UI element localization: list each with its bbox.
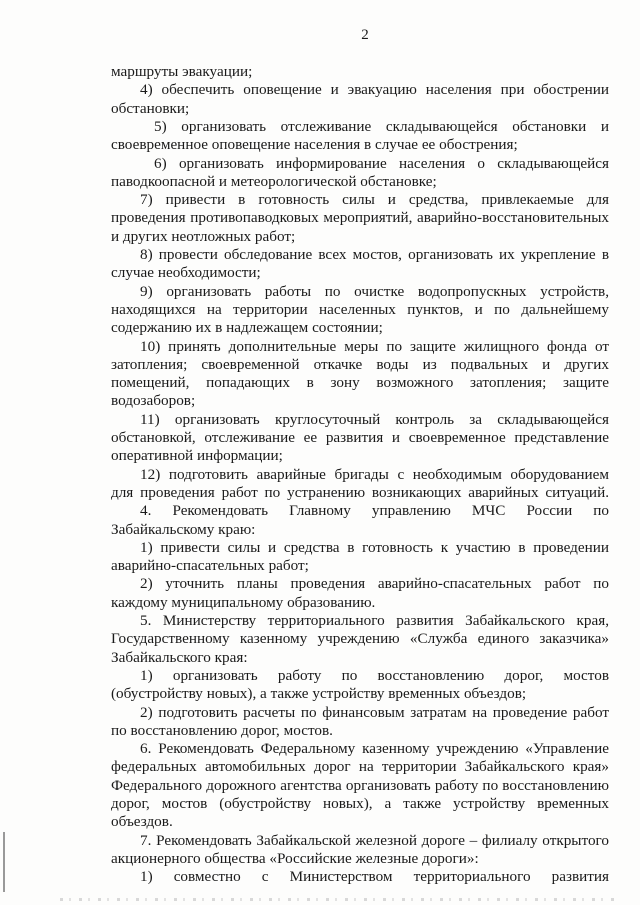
text-line: 1) совместно с Министерством территориального развития	[140, 868, 609, 886]
text-line: 2) подготовить расчеты по финансовым затратам на проведение работ	[140, 703, 609, 721]
text-line: Забайкальскому краю:	[111, 520, 256, 538]
scan-edge-mark	[3, 832, 5, 892]
text-line: содержанию их в надлежащем состоянии;	[111, 319, 383, 337]
text-line: проведения противопаводковых мероприятий, аварийно-восстановительных	[111, 209, 609, 227]
text-line: затопления; своевременной откачке воды из подвальных и других	[111, 355, 609, 373]
text-line: 6) организовать информирование населения о складывающейся	[154, 154, 609, 172]
text-line: 6. Рекомендовать Федеральному казенному учреждению «Управление	[140, 740, 609, 758]
text-line: находящихся на территории населенных пунктов, и по дальнейшему	[111, 300, 609, 318]
text-line: Федерального дорожного агентства организовать работу по восстановлению	[111, 776, 609, 794]
text-line: 4) обеспечить оповещение и эвакуацию населения при обострении	[140, 81, 609, 99]
text-line: 7) привести в готовность силы и средства, привлекаемые для	[140, 191, 609, 209]
text-line: объездов.	[111, 813, 173, 831]
text-line: по восстановлению дорог, мостов.	[111, 721, 333, 739]
text-line: оперативной информации;	[111, 447, 283, 465]
page-number: 2	[361, 27, 369, 43]
text-line: 11) организовать круглосуточный контроль за складывающейся	[140, 410, 609, 428]
text-line: 2) уточнить планы проведения аварийно-спасательных работ по	[140, 575, 609, 593]
text-line: каждому муниципальному образованию.	[111, 593, 376, 611]
scan-bottom-artifact	[60, 898, 620, 901]
text-line: 8) провести обследование всех мостов, организовать их укрепление в	[140, 246, 609, 263]
text-line: (обустройству новых), а также устройству временных объездов;	[111, 685, 527, 703]
text-line: 9) организовать работы по очистке водопропускных устройств,	[140, 282, 609, 300]
text-line: 5) организовать отслеживание складывающейся обстановки и	[154, 117, 609, 135]
text-line: акционерного общества «Российские железные дороги»:	[111, 849, 479, 867]
text-line: 7. Рекомендовать Забайкальской железной дороге – филиалу открытого	[140, 831, 609, 849]
text-line: 12) подготовить аварийные бригады с необходимым оборудованием	[140, 465, 609, 483]
text-line: 5. Министерству территориального развития Забайкальского края,	[140, 612, 609, 629]
text-line: и других неотложных работ;	[111, 227, 296, 245]
text-line: 1) привести силы и средства в готовность к участию в проведении	[140, 538, 609, 556]
text-line: паводкоопасной и метеорологической обстановке;	[111, 172, 437, 190]
text-line: Государственному казенному учреждению «Служба единого заказчика»	[111, 630, 609, 648]
text-line: водозаборов;	[111, 392, 196, 410]
text-line: маршруты эвакуации;	[111, 63, 253, 80]
text-line: помещений, попадающих в зону возможного затопления; защите	[111, 374, 609, 392]
text-line: обстановкой, отслеживание ее развития и своевременное представление	[111, 429, 609, 446]
text-line: случае необходимости;	[111, 264, 261, 282]
text-line: для проведения работ по устранению возникающих аварийных ситуаций.	[111, 483, 609, 501]
text-line: 4. Рекомендовать Главному управлению МЧС России по	[140, 502, 609, 520]
text-line: Забайкальского края:	[111, 648, 248, 666]
text-line: 10) принять дополнительные меры по защите жилищного фонда от	[140, 337, 609, 355]
text-line: обстановки;	[111, 99, 190, 117]
text-line: аварийно-спасательных работ;	[111, 557, 309, 575]
text-line: дорог, мостов (обустройству новых), а также устройству временных	[111, 795, 609, 812]
text-line: своевременное оповещение населения в случае ее обострения;	[111, 136, 518, 154]
text-line: 1) организовать работу по восстановлению дорог, мостов	[140, 666, 609, 684]
text-line: федеральных автомобильных дорог на территории Забайкальского края»	[111, 758, 609, 776]
